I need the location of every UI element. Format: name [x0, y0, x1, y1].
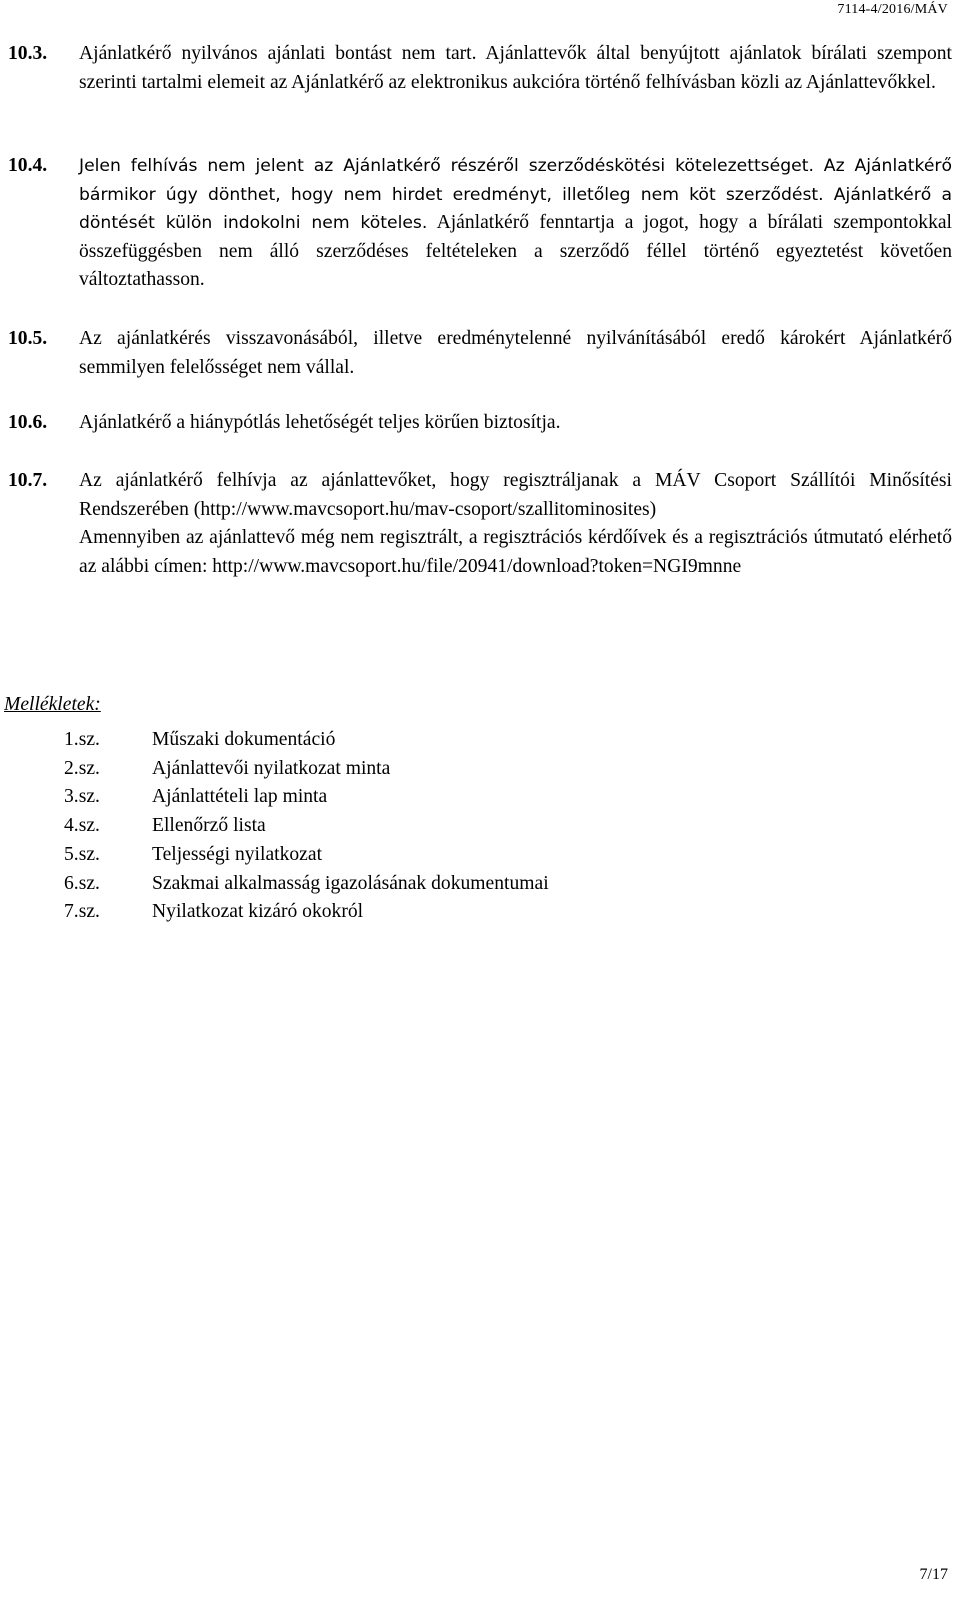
list-item — [64, 755, 549, 784]
annex-label: Szakmai alkalmasság igazolásának dokumentumai — [152, 872, 549, 894]
section-10-5 — [8, 325, 952, 382]
section-number: 10.7. — [8, 470, 48, 491]
section-text: Az ajánlatkérő felhívja az ajánlattevőket, hogy regisztráljanak a MÁV Csoport Szállítói Minősítési Rendszerében (http://www.mavcsoport.hu/mav-csoport/szallitominosites) — [79, 470, 952, 520]
section-10-6 — [8, 409, 952, 438]
annex-label: Teljességi nyilatkozat — [152, 843, 323, 865]
annex-index: 3.sz. — [64, 786, 100, 808]
page-number: 7/17 — [919, 1566, 948, 1583]
section-text: Ajánlatkérő a hiánypótlás lehetőségét teljes körűen biztosítja. — [79, 412, 561, 433]
annex-index: 7.sz. — [64, 901, 100, 923]
annex-label: Műszaki dokumentáció — [152, 729, 336, 750]
annex-index: 6.sz. — [64, 872, 100, 894]
section-10-4 — [8, 152, 952, 295]
section-text-continued: Ajánlatkérő fenntartja a jogot, hogy a bírálati szempontokkal összefüggésben nem álló szerződéses feltételeken a szerződő féllel történő egyeztetést követően változtathasson. — [79, 212, 953, 290]
list-item — [64, 870, 549, 899]
annex-index: 5.sz. — [64, 843, 100, 865]
list-item — [64, 783, 549, 812]
section-text-2: Amennyiben az ajánlattevő még nem regisztrált, a regisztrációs kérdőívek és a regisztrációs útmutató elérhető az alábbi címen: http://www.mavcsoport.hu/file/20941/download?token=NGI9mnne — [79, 527, 952, 577]
annex-index: 1.sz. — [64, 729, 100, 750]
section-number: 10.4. — [8, 155, 48, 176]
annex-index: 4.sz. — [64, 815, 100, 837]
annexes-list — [64, 726, 549, 927]
section-text: Jelen felhívás nem jelent az Ajánlatkérő részéről szerződéskötési kötelezettséget. Az Ajánlatkérő bármikor úgy dönthet, hogy nem hirdet eredményt, illetőleg nem köt szerződést. Ajánlatkérő a döntését külön indokolni nem köteles. — [79, 156, 952, 233]
list-item — [64, 726, 549, 755]
section-number: 10.5. — [8, 328, 48, 349]
annex-label: Ajánlattevői nyilatkozat minta — [152, 757, 391, 779]
annex-label: Ellenőrző lista — [152, 815, 266, 837]
list-item — [64, 812, 549, 841]
annex-index: 2.sz. — [64, 757, 100, 779]
section-text: Az ajánlatkérés visszavonásából, illetve eredménytelenné nyilvánításából eredő károkért Ajánlatkérő semmilyen felelősséget nem vállal. — [79, 328, 952, 378]
document-reference: 7114-4/2016/MÁV — [837, 2, 948, 17]
annexes-title: Mellékletek: — [4, 694, 101, 715]
section-number: 10.6. — [8, 412, 48, 433]
annex-label: Nyilatkozat kizáró okokról — [152, 901, 364, 923]
section-10-7 — [8, 467, 952, 581]
section-number: 10.3. — [8, 43, 48, 64]
section-text: Ajánlatkérő nyilvános ajánlati bontást nem tart. Ajánlattevők által benyújtott ajánlatok bírálati szempont szerinti tartalmi elemeit az Ajánlatkérő az elektronikus aukcióra történő felhívásban közli az Ajánlattevőkkel. — [79, 43, 952, 93]
list-item — [64, 898, 549, 927]
list-item — [64, 841, 549, 870]
annex-label: Ajánlattételi lap minta — [152, 786, 328, 808]
section-10-3 — [8, 40, 952, 97]
